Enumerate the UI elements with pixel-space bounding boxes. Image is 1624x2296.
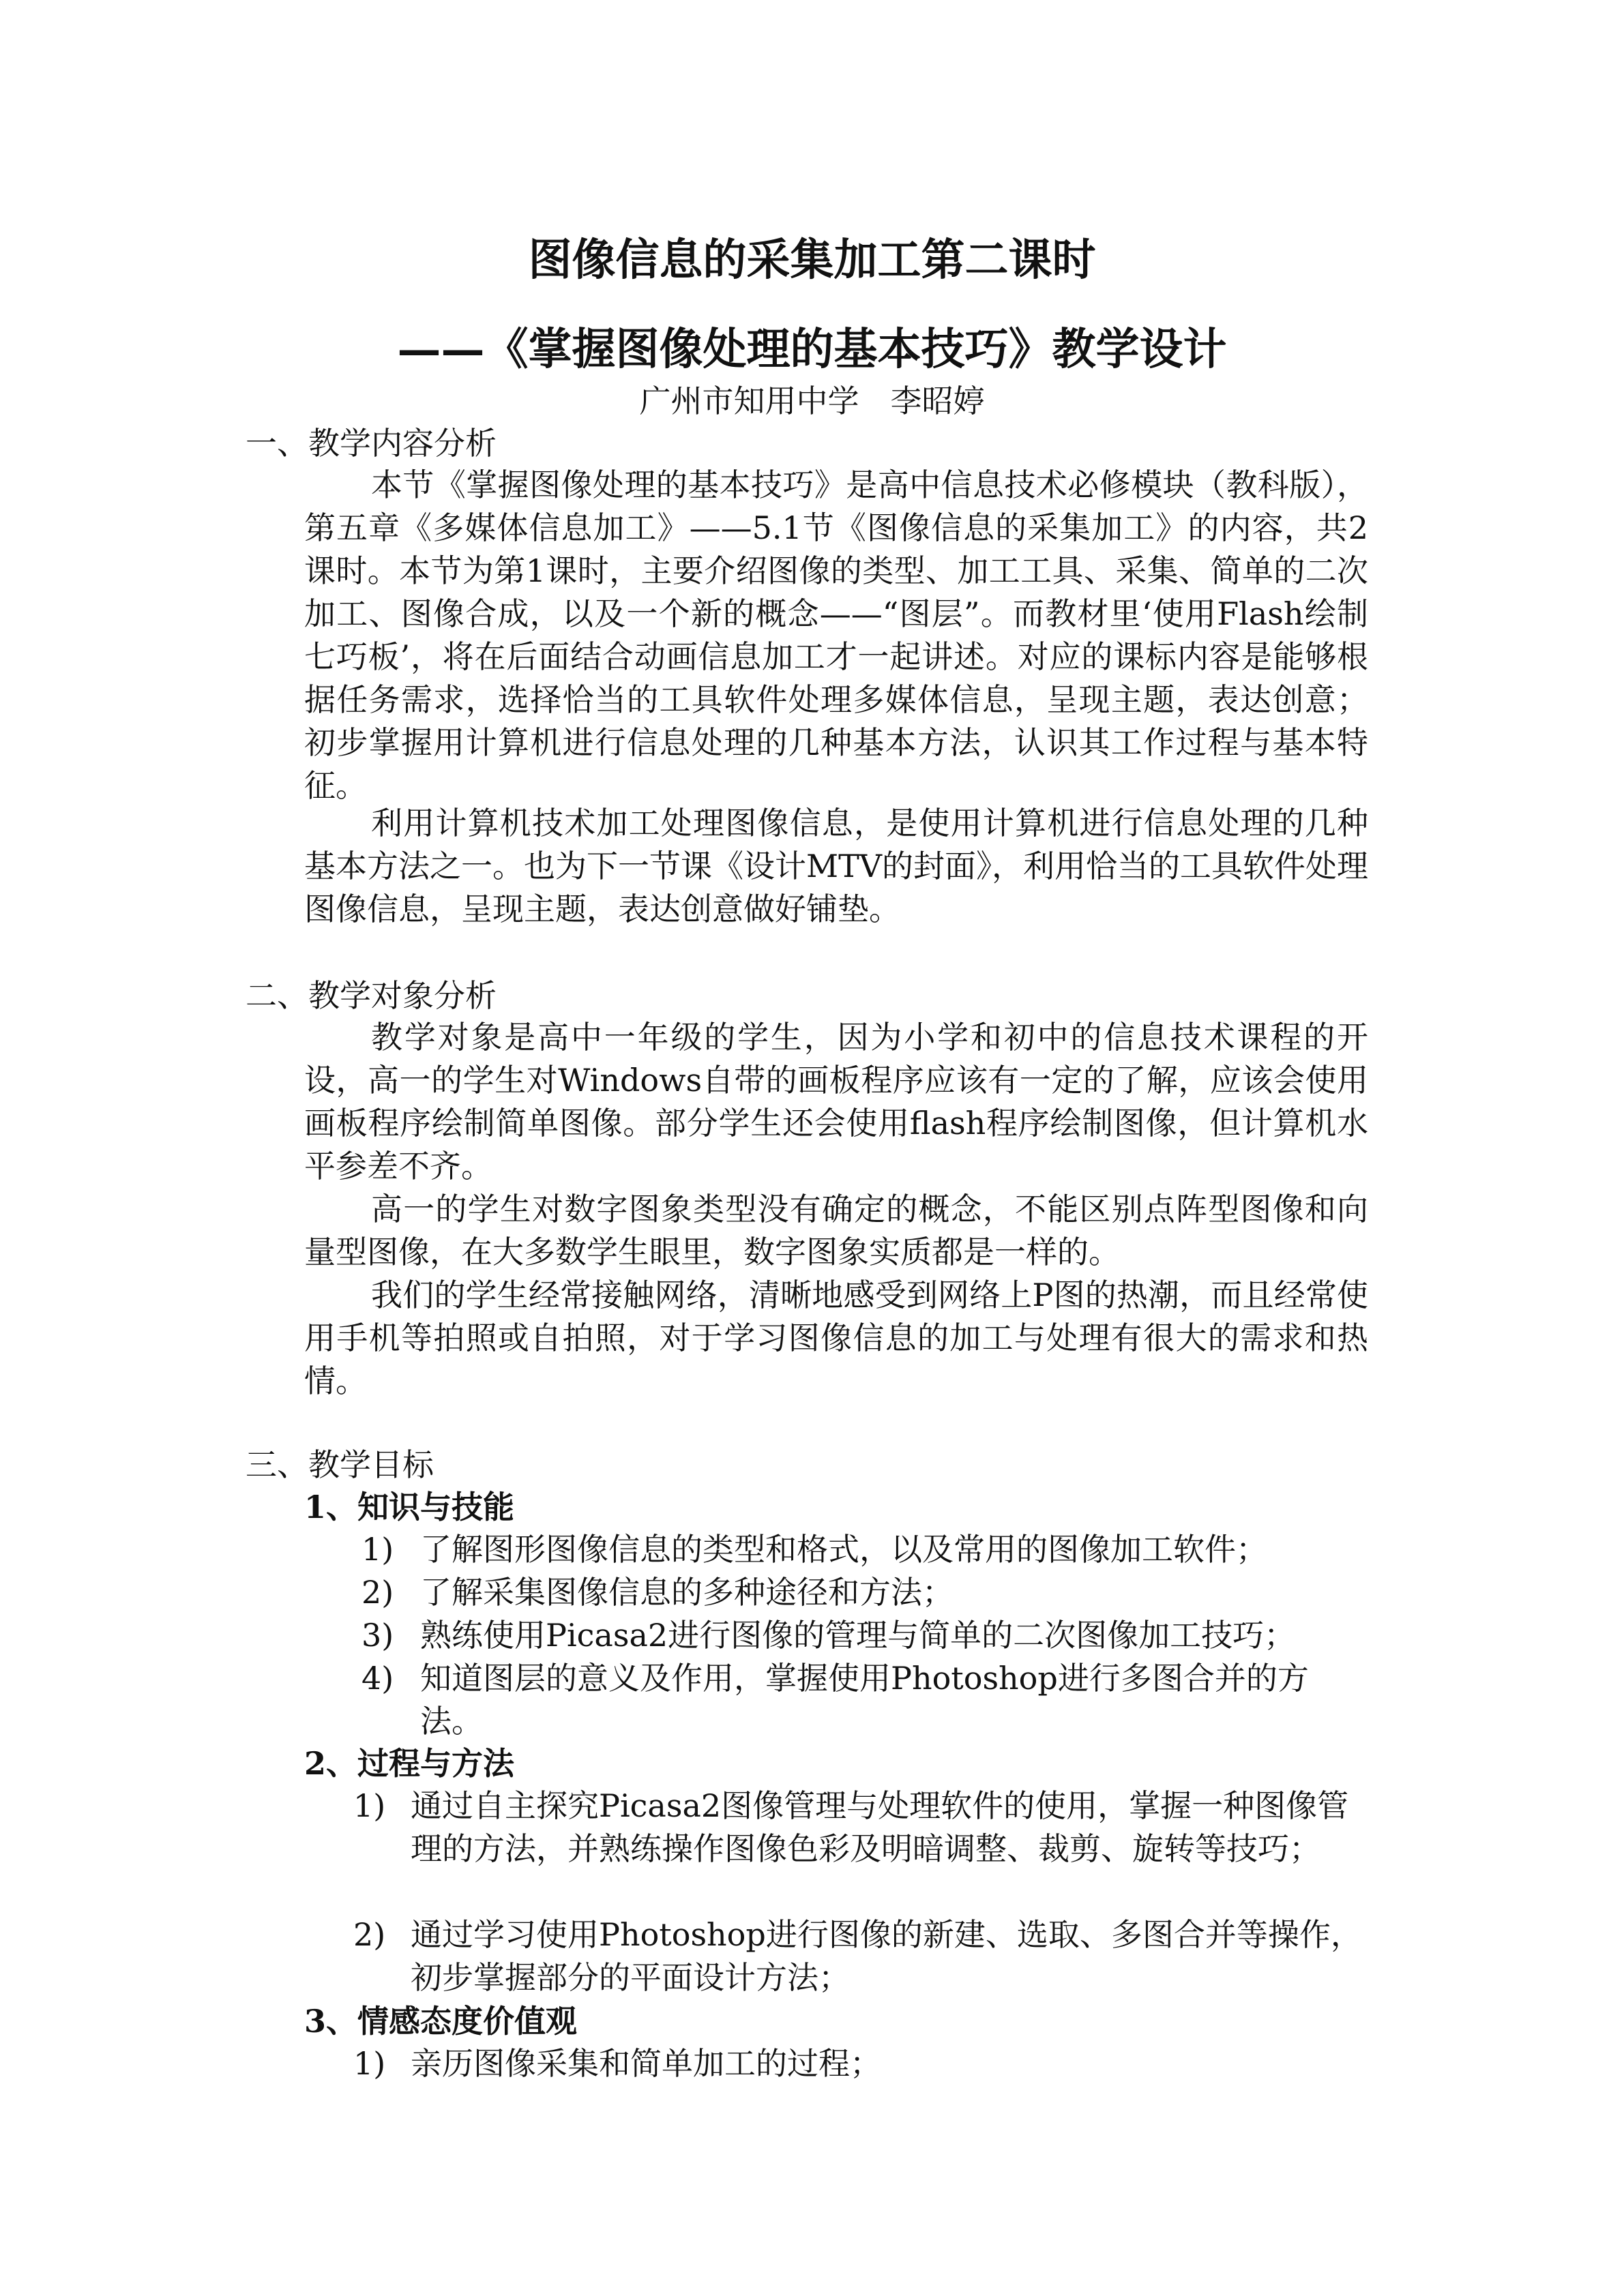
list-item: [361, 1614, 1357, 1657]
list-item-text: 了解图形图像信息的类型和格式，以及常用的图像加工软件；: [420, 1531, 1267, 1568]
list-item-number: 2): [353, 1916, 386, 1953]
list-item-text: 熟练使用Picasa2进行图像的管理与简单的二次图像加工技巧；: [420, 1617, 1296, 1654]
list-item: [361, 1657, 1357, 1743]
list-item-text: 通过自主探究Picasa2图像管理与处理软件的使用，掌握一种图像管理的方法，并熟练操作图像色彩及明暗调整、裁剪、旋转等技巧；: [411, 1787, 1349, 1867]
author-line: 广州市知用中学 李昭婷: [639, 383, 985, 419]
list-item-text: 通过学习使用Photoshop进行图像的新建、选取、多图合并等操作，初步掌握部分的平面设计方法；: [411, 1916, 1362, 1996]
list-item-text: 知道图层的意义及作用，掌握使用Photoshop进行多图合并的方法。: [420, 1660, 1309, 1740]
list-item-number: 2): [361, 1574, 394, 1611]
list-item-number: 1): [353, 1787, 386, 1824]
student-analysis-paragraph-2: 高一的学生对数字图象类型没有确定的概念，不能区别点阵型图像和向量型图像，在大多数学生眼里，数字图象实质都是一样的。: [304, 1191, 1368, 1270]
list-item: [353, 1913, 1363, 1999]
list-item: [353, 1785, 1363, 1870]
content-analysis-paragraph-1: 本节《掌握图像处理的基本技巧》是高中信息技术必修模块（教科版），第五章《多媒体信息加工》——5.1节《图像信息的采集加工》的内容，共2课时。本节为第1课时，主要介绍图像的类型、加工工具、采集、简单的二次加工、图像合成，以及一个新的概念——“图层”。而教材里‘使用Flash绘制七巧板’，将在后面结合动画信息加工才一起讲述。对应的课标内容是能够根据任务需求，选择恰当的工具软件处理多媒体信息，呈现主题，表达创意；初步掌握用计算机进行信息处理的几种基本方法，认识其工作过程与基本特征。: [304, 466, 1368, 804]
list-item: [361, 1571, 1357, 1614]
list-item-text: 了解采集图像信息的多种途径和方法；: [420, 1574, 954, 1611]
student-analysis-paragraph-1: 教学对象是高中一年级的学生，因为小学和初中的信息技术课程的开设，高一的学生对Windows自带的画板程序应该有一定的了解，应该会使用画板程序绘制简单图像。部分学生还会使用flash程序绘制图像，但计算机水平参差不齐。: [304, 1019, 1368, 1184]
list-item-text: 亲历图像采集和简单加工的过程；: [411, 2045, 881, 2082]
content-analysis-paragraph-2: 利用计算机技术加工处理图像信息，是使用计算机进行信息处理的几种基本方法之一。也为下一节课《设计MTV的封面》，利用恰当的工具软件处理图像信息，呈现主题，表达创意做好铺垫。: [304, 805, 1369, 927]
list-item: [353, 2042, 1363, 2085]
list-item-number: 1): [353, 2045, 386, 2082]
list-item-number: 1): [361, 1531, 394, 1568]
list-item-number: 3): [361, 1617, 394, 1654]
section-heading-content-analysis: 一、教学内容分析: [246, 425, 497, 462]
document-subtitle: ——《掌握图像处理的基本技巧》教学设计: [397, 324, 1227, 375]
subheading-attitudes-values: 3、情感态度价值观: [304, 2003, 578, 2040]
document-title: 图像信息的采集加工第二课时: [528, 235, 1096, 286]
list-item: [361, 1528, 1357, 1571]
subheading-process-methods: 2、过程与方法: [304, 1745, 515, 1782]
list-item-number: 4): [361, 1660, 394, 1697]
section-heading-teaching-goals: 三、教学目标: [246, 1446, 434, 1483]
student-analysis-paragraph-3: 我们的学生经常接触网络，清晰地感受到网络上P图的热潮，而且经常使用手机等拍照或自拍照，对于学习图像信息的加工与处理有很大的需求和热情。: [304, 1277, 1368, 1399]
subheading-knowledge-skills: 1、知识与技能: [304, 1489, 515, 1525]
section-heading-student-analysis: 二、教学对象分析: [246, 977, 497, 1014]
